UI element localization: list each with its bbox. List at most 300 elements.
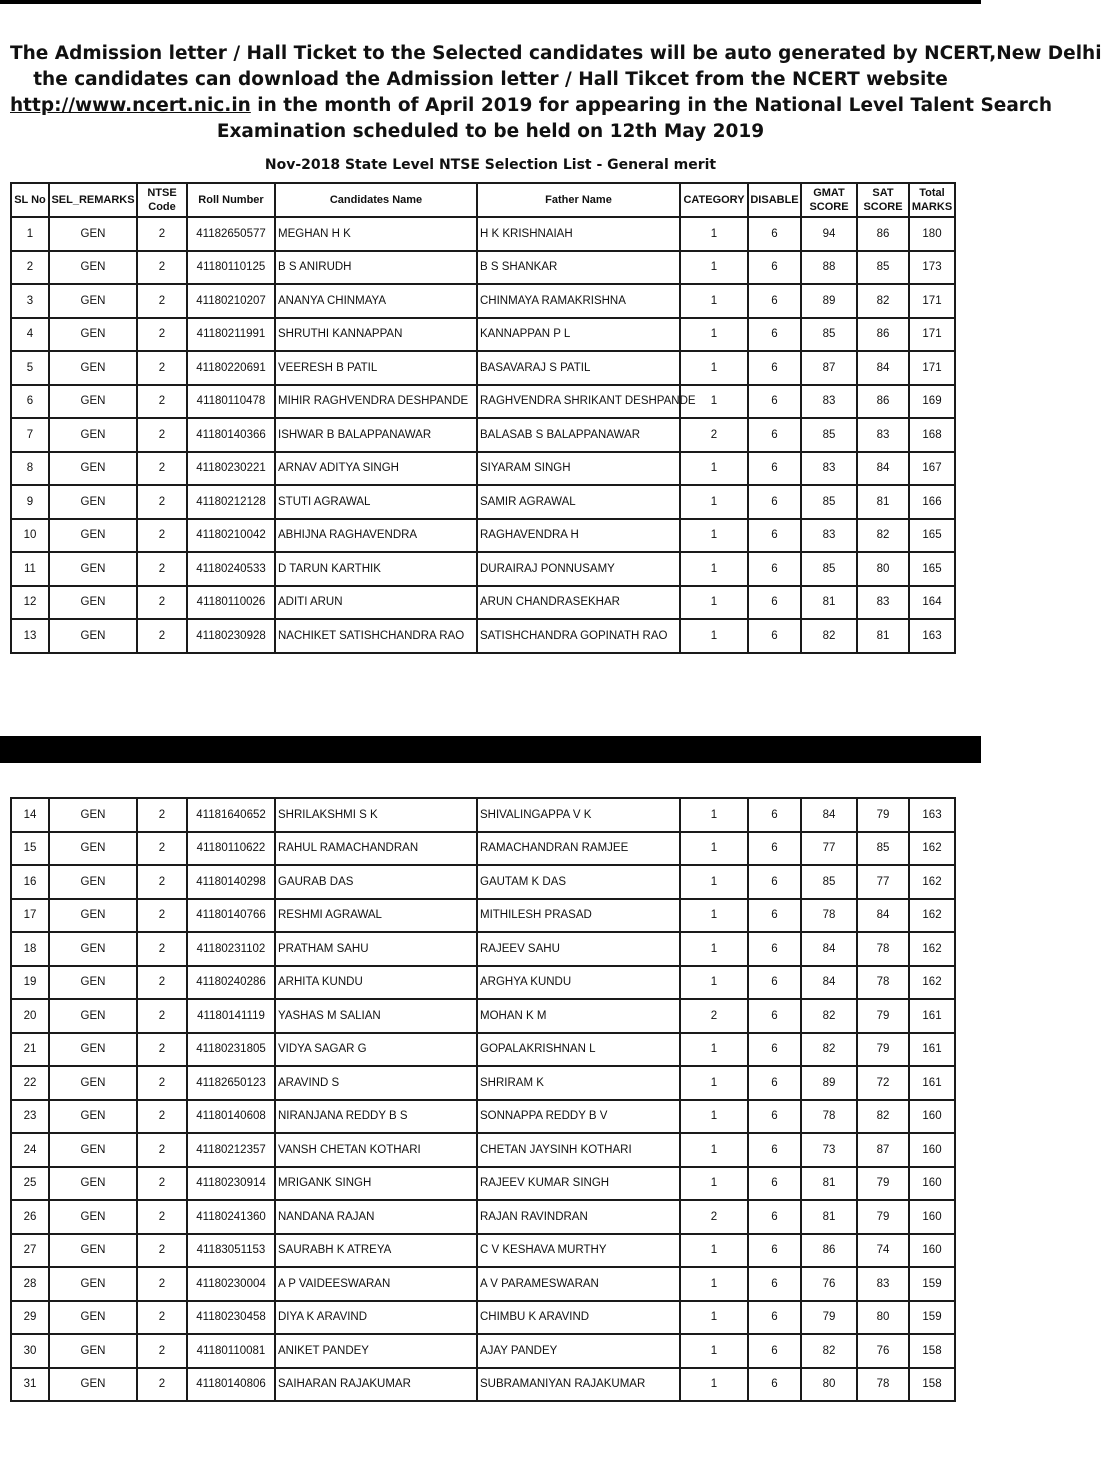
roll-number-cell: 41180230221 [187, 452, 275, 486]
ntse-code-cell: 2 [137, 1234, 187, 1268]
category-cell: 1 [680, 798, 748, 832]
father-name-cell: SONNAPPA REDDY B V [477, 1100, 680, 1134]
sat-score-cell: 79 [857, 1200, 909, 1234]
sel-remarks-cell: GEN [49, 1100, 137, 1134]
father-name-cell: SAMIR AGRAWAL [477, 485, 680, 519]
total-marks-cell: 166 [909, 485, 955, 519]
table-row [11, 832, 955, 866]
candidate-name-cell: ARAVIND S [275, 1066, 477, 1100]
total-marks-cell: 173 [909, 251, 955, 285]
candidate-name-cell: DIYA K ARAVIND [275, 1301, 477, 1335]
roll-number-cell: 41180230004 [187, 1267, 275, 1301]
total-marks-cell: 164 [909, 586, 955, 620]
table-row [11, 217, 955, 251]
candidate-name-cell: SHRUTHI KANNAPPAN [275, 318, 477, 352]
sl-no-cell: 18 [11, 932, 49, 966]
category-cell: 1 [680, 1368, 748, 1402]
category-cell: 1 [680, 217, 748, 251]
sel-remarks-cell: GEN [49, 1066, 137, 1100]
sat-score-cell: 84 [857, 899, 909, 933]
category-cell: 1 [680, 351, 748, 385]
roll-number-cell: 41180110081 [187, 1334, 275, 1368]
category-cell: 1 [680, 899, 748, 933]
total-marks-cell: 160 [909, 1133, 955, 1167]
total-marks-cell: 160 [909, 1200, 955, 1234]
sl-no-cell: 30 [11, 1334, 49, 1368]
category-cell: 1 [680, 284, 748, 318]
category-cell: 1 [680, 1267, 748, 1301]
gmat-score-cell: 85 [801, 418, 857, 452]
table-row [11, 418, 955, 452]
father-name-cell: SIYARAM SINGH [477, 452, 680, 486]
table-header-row [11, 183, 955, 217]
category-cell: 1 [680, 251, 748, 285]
sel-remarks-cell: GEN [49, 351, 137, 385]
sat-score-cell: 78 [857, 1368, 909, 1402]
father-name-cell: A V PARAMESWARAN [477, 1267, 680, 1301]
sl-no-cell: 31 [11, 1368, 49, 1402]
notice-line-2: the candidates can download the Admission letter / Hall Tikcet from the NCERT website [33, 69, 948, 90]
sel-remarks-cell: GEN [49, 519, 137, 553]
sat-score-cell: 78 [857, 966, 909, 1000]
page-separator-band [0, 736, 981, 763]
sel-remarks-cell: GEN [49, 318, 137, 352]
father-name-cell: ARGHYA KUNDU [477, 966, 680, 1000]
table-row [11, 899, 955, 933]
col-roll-number: Roll Number [187, 183, 275, 217]
disable-cell: 6 [748, 552, 801, 586]
ntse-code-cell: 2 [137, 351, 187, 385]
total-marks-cell: 158 [909, 1368, 955, 1402]
table-row [11, 966, 955, 1000]
father-name-cell: RAJEEV SAHU [477, 932, 680, 966]
category-cell: 1 [680, 932, 748, 966]
father-name-cell: CHINMAYA RAMAKRISHNA [477, 284, 680, 318]
candidate-name-cell: NIRANJANA REDDY B S [275, 1100, 477, 1134]
total-marks-cell: 168 [909, 418, 955, 452]
ntse-code-cell: 2 [137, 899, 187, 933]
total-marks-cell: 171 [909, 284, 955, 318]
sel-remarks-cell: GEN [49, 798, 137, 832]
candidate-name-cell: VANSH CHETAN KOTHARI [275, 1133, 477, 1167]
roll-number-cell: 41180240533 [187, 552, 275, 586]
disable-cell: 6 [748, 586, 801, 620]
sl-no-cell: 4 [11, 318, 49, 352]
candidate-name-cell: NACHIKET SATISHCHANDRA RAO [275, 619, 477, 653]
sat-score-cell: 81 [857, 619, 909, 653]
candidate-name-cell: NANDANA RAJAN [275, 1200, 477, 1234]
roll-number-cell: 41180212128 [187, 485, 275, 519]
ntse-code-cell: 2 [137, 832, 187, 866]
candidate-name-cell: VIDYA SAGAR G [275, 1033, 477, 1067]
gmat-score-cell: 83 [801, 385, 857, 419]
candidate-name-cell: VEERESH B PATIL [275, 351, 477, 385]
candidate-name-cell: ANIKET PANDEY [275, 1334, 477, 1368]
top-border [0, 0, 981, 4]
father-name-cell: CHIMBU K ARAVIND [477, 1301, 680, 1335]
category-cell: 1 [680, 832, 748, 866]
roll-number-cell: 41180241360 [187, 1200, 275, 1234]
total-marks-cell: 162 [909, 865, 955, 899]
total-marks-cell: 161 [909, 999, 955, 1033]
candidate-name-cell: PRATHAM SAHU [275, 932, 477, 966]
total-marks-cell: 169 [909, 385, 955, 419]
sat-score-cell: 79 [857, 1167, 909, 1201]
father-name-cell: RAGHAVENDRA H [477, 519, 680, 553]
notice-line-3 [10, 93, 1053, 119]
ntse-code-cell: 2 [137, 284, 187, 318]
table-row [11, 284, 955, 318]
sl-no-cell: 14 [11, 798, 49, 832]
admission-notice [10, 41, 1102, 145]
roll-number-cell: 41180230928 [187, 619, 275, 653]
sl-no-cell: 19 [11, 966, 49, 1000]
ntse-code-cell: 2 [137, 1334, 187, 1368]
sl-no-cell: 10 [11, 519, 49, 553]
category-cell: 2 [680, 1200, 748, 1234]
sat-score-cell: 78 [857, 932, 909, 966]
table-row [11, 798, 955, 832]
disable-cell: 6 [748, 351, 801, 385]
candidate-name-cell: MRIGANK SINGH [275, 1167, 477, 1201]
total-marks-cell: 163 [909, 619, 955, 653]
gmat-score-cell: 89 [801, 1066, 857, 1100]
disable-cell: 6 [748, 418, 801, 452]
sel-remarks-cell: GEN [49, 1301, 137, 1335]
gmat-score-cell: 89 [801, 284, 857, 318]
total-marks-cell: 159 [909, 1301, 955, 1335]
sat-score-cell: 83 [857, 418, 909, 452]
gmat-score-cell: 85 [801, 485, 857, 519]
total-marks-cell: 160 [909, 1234, 955, 1268]
gmat-score-cell: 85 [801, 318, 857, 352]
father-name-cell: GAUTAM K DAS [477, 865, 680, 899]
ntse-code-cell: 2 [137, 586, 187, 620]
sl-no-cell: 23 [11, 1100, 49, 1134]
roll-number-cell: 41180231102 [187, 932, 275, 966]
ntse-code-cell: 2 [137, 385, 187, 419]
sat-score-cell: 79 [857, 798, 909, 832]
roll-number-cell: 41180141119 [187, 999, 275, 1033]
sl-no-cell: 29 [11, 1301, 49, 1335]
category-cell: 1 [680, 1234, 748, 1268]
sat-score-cell: 80 [857, 1301, 909, 1335]
father-name-cell: RAJEEV KUMAR SINGH [477, 1167, 680, 1201]
total-marks-cell: 163 [909, 798, 955, 832]
ntse-code-cell: 2 [137, 519, 187, 553]
sel-remarks-cell: GEN [49, 552, 137, 586]
category-cell: 1 [680, 619, 748, 653]
ntse-code-cell: 2 [137, 966, 187, 1000]
table-row [11, 1033, 955, 1067]
sel-remarks-cell: GEN [49, 1368, 137, 1402]
sl-no-cell: 5 [11, 351, 49, 385]
disable-cell: 6 [748, 284, 801, 318]
ntse-code-cell: 2 [137, 1033, 187, 1067]
sl-no-cell: 1 [11, 217, 49, 251]
category-cell: 2 [680, 418, 748, 452]
gmat-score-cell: 78 [801, 899, 857, 933]
roll-number-cell: 41180110478 [187, 385, 275, 419]
father-name-cell: RAGHVENDRA SHRIKANT DESHPANDE [477, 385, 680, 419]
sel-remarks-cell: GEN [49, 899, 137, 933]
gmat-score-cell: 94 [801, 217, 857, 251]
total-marks-cell: 167 [909, 452, 955, 486]
disable-cell: 6 [748, 485, 801, 519]
roll-number-cell: 41180140366 [187, 418, 275, 452]
sl-no-cell: 15 [11, 832, 49, 866]
col-sel-remarks: SEL_REMARKS [49, 183, 137, 217]
total-marks-cell: 171 [909, 318, 955, 352]
disable-cell: 6 [748, 999, 801, 1033]
sat-score-cell: 86 [857, 318, 909, 352]
roll-number-cell: 41183051153 [187, 1234, 275, 1268]
sl-no-cell: 7 [11, 418, 49, 452]
roll-number-cell: 41180140766 [187, 899, 275, 933]
sl-no-cell: 3 [11, 284, 49, 318]
sat-score-cell: 72 [857, 1066, 909, 1100]
sl-no-cell: 13 [11, 619, 49, 653]
table-row [11, 1200, 955, 1234]
ntse-code-cell: 2 [137, 999, 187, 1033]
gmat-score-cell: 77 [801, 832, 857, 866]
sat-score-cell: 76 [857, 1334, 909, 1368]
table-row [11, 1301, 955, 1335]
disable-cell: 6 [748, 1267, 801, 1301]
sel-remarks-cell: GEN [49, 966, 137, 1000]
ntse-code-cell: 2 [137, 865, 187, 899]
roll-number-cell: 41180220691 [187, 351, 275, 385]
roll-number-cell: 41180231805 [187, 1033, 275, 1067]
table-row [11, 1100, 955, 1134]
total-marks-cell: 162 [909, 932, 955, 966]
gmat-score-cell: 80 [801, 1368, 857, 1402]
sel-remarks-cell: GEN [49, 385, 137, 419]
disable-cell: 6 [748, 899, 801, 933]
roll-number-cell: 41180210207 [187, 284, 275, 318]
sl-no-cell: 2 [11, 251, 49, 285]
sl-no-cell: 6 [11, 385, 49, 419]
roll-number-cell: 41180140608 [187, 1100, 275, 1134]
candidate-name-cell: SAIHARAN RAJAKUMAR [275, 1368, 477, 1402]
sl-no-cell: 11 [11, 552, 49, 586]
roll-number-cell: 41180210042 [187, 519, 275, 553]
roll-number-cell: 41180230914 [187, 1167, 275, 1201]
ntse-code-cell: 2 [137, 798, 187, 832]
gmat-score-cell: 78 [801, 1100, 857, 1134]
disable-cell: 6 [748, 318, 801, 352]
gmat-score-cell: 82 [801, 1334, 857, 1368]
sl-no-cell: 21 [11, 1033, 49, 1067]
ntse-code-cell: 2 [137, 1200, 187, 1234]
ntse-code-cell: 2 [137, 1133, 187, 1167]
sl-no-cell: 28 [11, 1267, 49, 1301]
table-row [11, 251, 955, 285]
total-marks-cell: 161 [909, 1066, 955, 1100]
candidate-name-cell: ISHWAR B BALAPPANAWAR [275, 418, 477, 452]
sel-remarks-cell: GEN [49, 1234, 137, 1268]
ntse-code-cell: 2 [137, 1100, 187, 1134]
category-cell: 1 [680, 865, 748, 899]
sl-no-cell: 25 [11, 1167, 49, 1201]
sel-remarks-cell: GEN [49, 418, 137, 452]
father-name-cell: DURAIRAJ PONNUSAMY [477, 552, 680, 586]
category-cell: 1 [680, 385, 748, 419]
father-name-cell: SATISHCHANDRA GOPINATH RAO [477, 619, 680, 653]
col-disable: DISABLE [748, 183, 801, 217]
father-name-cell: C V KESHAVA MURTHY [477, 1234, 680, 1268]
sat-score-cell: 85 [857, 251, 909, 285]
table-row [11, 1066, 955, 1100]
disable-cell: 6 [748, 1100, 801, 1134]
gmat-score-cell: 79 [801, 1301, 857, 1335]
sat-score-cell: 74 [857, 1234, 909, 1268]
table-row [11, 586, 955, 620]
ncert-website-link[interactable]: http://www.ncert.nic.in [10, 95, 251, 116]
ntse-code-cell: 2 [137, 932, 187, 966]
candidate-name-cell: MIHIR RAGHVENDRA DESHPANDE [275, 385, 477, 419]
sl-no-cell: 20 [11, 999, 49, 1033]
table-row [11, 1234, 955, 1268]
table-row [11, 1133, 955, 1167]
category-cell: 1 [680, 1301, 748, 1335]
disable-cell: 6 [748, 217, 801, 251]
sat-score-cell: 85 [857, 832, 909, 866]
ntse-code-cell: 2 [137, 418, 187, 452]
sat-score-cell: 84 [857, 452, 909, 486]
sat-score-cell: 83 [857, 586, 909, 620]
disable-cell: 6 [748, 1368, 801, 1402]
category-cell: 1 [680, 1167, 748, 1201]
disable-cell: 6 [748, 865, 801, 899]
notice-line-4: Examination scheduled to be held on 12th May 2019 [216, 121, 765, 142]
sat-score-cell: 81 [857, 485, 909, 519]
candidate-name-cell: ANANYA CHINMAYA [275, 284, 477, 318]
gmat-score-cell: 82 [801, 619, 857, 653]
candidate-name-cell: ARHITA KUNDU [275, 966, 477, 1000]
table-row [11, 619, 955, 653]
total-marks-cell: 160 [909, 1100, 955, 1134]
disable-cell: 6 [748, 1234, 801, 1268]
disable-cell: 6 [748, 798, 801, 832]
gmat-score-cell: 82 [801, 1033, 857, 1067]
sat-score-cell: 79 [857, 999, 909, 1033]
father-name-cell: CHETAN JAYSINH KOTHARI [477, 1133, 680, 1167]
sel-remarks-cell: GEN [49, 1133, 137, 1167]
total-marks-cell: 160 [909, 1167, 955, 1201]
ntse-code-cell: 2 [137, 251, 187, 285]
col-father-name: Father Name [477, 183, 680, 217]
ntse-code-cell: 2 [137, 552, 187, 586]
sat-score-cell: 86 [857, 385, 909, 419]
roll-number-cell: 41180110026 [187, 586, 275, 620]
sel-remarks-cell: GEN [49, 832, 137, 866]
sel-remarks-cell: GEN [49, 865, 137, 899]
roll-number-cell: 41180110622 [187, 832, 275, 866]
table-row [11, 485, 955, 519]
disable-cell: 6 [748, 932, 801, 966]
father-name-cell: KANNAPPAN P L [477, 318, 680, 352]
category-cell: 1 [680, 1334, 748, 1368]
category-cell: 1 [680, 1066, 748, 1100]
father-name-cell: MITHILESH PRASAD [477, 899, 680, 933]
candidate-name-cell: D TARUN KARTHIK [275, 552, 477, 586]
roll-number-cell: 41180230458 [187, 1301, 275, 1335]
table-row [11, 865, 955, 899]
candidate-name-cell: SAURABH K ATREYA [275, 1234, 477, 1268]
total-marks-cell: 165 [909, 552, 955, 586]
sl-no-cell: 17 [11, 899, 49, 933]
father-name-cell: BASAVARAJ S PATIL [477, 351, 680, 385]
category-cell: 1 [680, 318, 748, 352]
father-name-cell: SHRIRAM K [477, 1066, 680, 1100]
ntse-code-cell: 2 [137, 318, 187, 352]
table-row [11, 1368, 955, 1402]
sel-remarks-cell: GEN [49, 452, 137, 486]
category-cell: 1 [680, 586, 748, 620]
roll-number-cell: 41181640652 [187, 798, 275, 832]
category-cell: 1 [680, 452, 748, 486]
gmat-score-cell: 87 [801, 351, 857, 385]
selection-table-page-1 [10, 182, 956, 654]
disable-cell: 6 [748, 251, 801, 285]
sat-score-cell: 77 [857, 865, 909, 899]
father-name-cell: MOHAN K M [477, 999, 680, 1033]
candidate-name-cell: ARNAV ADITYA SINGH [275, 452, 477, 486]
ntse-code-cell: 2 [137, 1167, 187, 1201]
table-body-page-1 [11, 217, 955, 653]
roll-number-cell: 41180211991 [187, 318, 275, 352]
candidate-name-cell: SHRILAKSHMI S K [275, 798, 477, 832]
disable-cell: 6 [748, 1301, 801, 1335]
candidate-name-cell: GAURAB DAS [275, 865, 477, 899]
table-row [11, 1167, 955, 1201]
sel-remarks-cell: GEN [49, 1033, 137, 1067]
col-gmat-score: GMAT SCORE [801, 183, 857, 217]
disable-cell: 6 [748, 966, 801, 1000]
sel-remarks-cell: GEN [49, 284, 137, 318]
sel-remarks-cell: GEN [49, 1200, 137, 1234]
gmat-score-cell: 85 [801, 865, 857, 899]
table-row [11, 519, 955, 553]
total-marks-cell: 180 [909, 217, 955, 251]
notice-line-3-text: in the month of April 2019 for appearing in the National Level Talent Search [250, 95, 1053, 116]
sel-remarks-cell: GEN [49, 1167, 137, 1201]
disable-cell: 6 [748, 519, 801, 553]
sl-no-cell: 12 [11, 586, 49, 620]
table-row [11, 999, 955, 1033]
sel-remarks-cell: GEN [49, 1334, 137, 1368]
disable-cell: 6 [748, 1033, 801, 1067]
category-cell: 1 [680, 966, 748, 1000]
sat-score-cell: 82 [857, 519, 909, 553]
total-marks-cell: 171 [909, 351, 955, 385]
disable-cell: 6 [748, 1066, 801, 1100]
father-name-cell: SUBRAMANIYAN RAJAKUMAR [477, 1368, 680, 1402]
disable-cell: 6 [748, 619, 801, 653]
disable-cell: 6 [748, 452, 801, 486]
ntse-code-cell: 2 [137, 1301, 187, 1335]
roll-number-cell: 41182650123 [187, 1066, 275, 1100]
gmat-score-cell: 81 [801, 1167, 857, 1201]
disable-cell: 6 [748, 385, 801, 419]
category-cell: 1 [680, 1133, 748, 1167]
ntse-code-cell: 2 [137, 1066, 187, 1100]
candidate-name-cell: B S ANIRUDH [275, 251, 477, 285]
gmat-score-cell: 84 [801, 966, 857, 1000]
gmat-score-cell: 82 [801, 999, 857, 1033]
ntse-code-cell: 2 [137, 452, 187, 486]
